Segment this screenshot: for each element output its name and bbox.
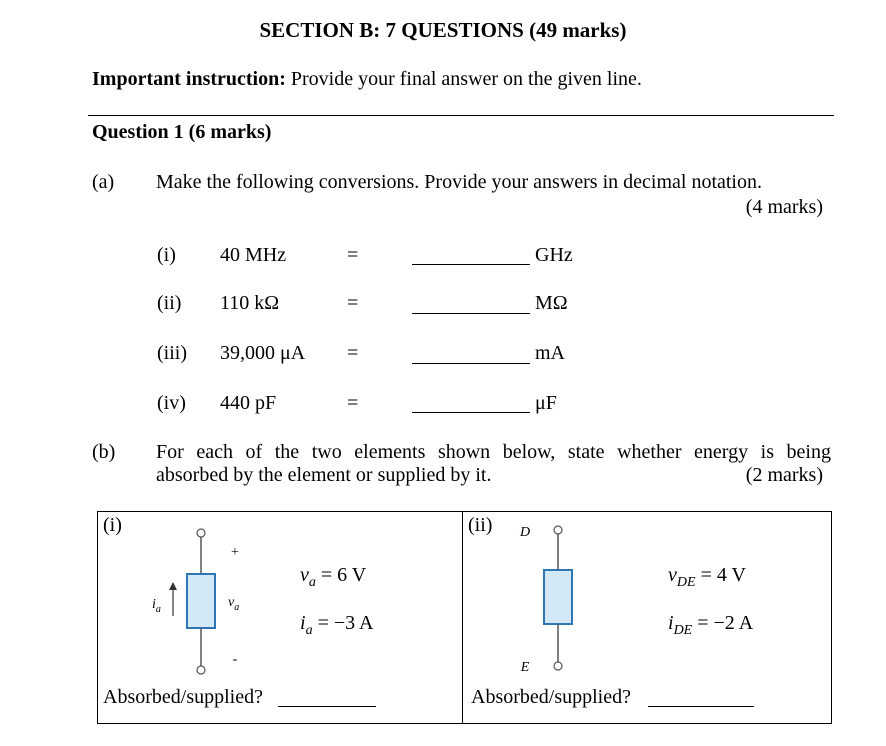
answer-line[interactable] xyxy=(412,363,530,364)
plus-sign: + xyxy=(231,545,239,560)
item-unit: MΩ xyxy=(535,292,568,314)
element-i-label: (i) xyxy=(103,514,122,536)
element-ii-label: (ii) xyxy=(468,514,493,536)
eq-rest: = 4 V xyxy=(695,564,746,586)
part-a-prompt: Make the following conversions. Provide your answers in decimal notation. xyxy=(156,171,762,193)
element-ii-current-eq xyxy=(668,612,753,639)
eq-rest: = −2 A xyxy=(692,612,754,634)
equals-sign: = xyxy=(347,244,359,266)
voltage-subscript: a xyxy=(234,602,240,613)
eq-sub: DE xyxy=(676,575,696,590)
element-i-current-eq xyxy=(300,612,373,639)
eq-sub: a xyxy=(305,623,313,638)
eq-rest: = 6 V xyxy=(315,564,367,586)
part-b-prompt-line2: absorbed by the element or supplied by it. xyxy=(156,464,492,486)
terminal-bottom xyxy=(197,666,205,674)
element-ii-voltage-eq xyxy=(668,564,746,591)
element-i-answer-label: Absorbed/supplied? xyxy=(103,686,263,708)
item-unit: GHz xyxy=(535,244,573,266)
answer-line[interactable] xyxy=(412,264,530,265)
eq-rest: = −3 A xyxy=(312,612,374,634)
equals-sign: = xyxy=(347,392,359,414)
section-title: SECTION B: 7 QUESTIONS (49 marks) xyxy=(259,18,627,42)
answer-line[interactable] xyxy=(648,706,754,707)
part-b-label: (b) xyxy=(92,441,116,463)
current-label xyxy=(152,597,161,615)
element-i-voltage-eq xyxy=(300,564,366,591)
instruction xyxy=(92,68,642,91)
element-i-diagram xyxy=(140,520,260,680)
eq-var: i xyxy=(300,612,306,634)
current-subscript: a xyxy=(155,604,161,615)
item-unit: μF xyxy=(535,392,557,414)
eq-var: i xyxy=(668,612,674,634)
circuit-element xyxy=(187,574,215,628)
node-d-label: D xyxy=(519,525,531,540)
terminal-bottom xyxy=(554,662,562,670)
eq-var: v xyxy=(668,564,677,586)
item-unit: mA xyxy=(535,342,565,364)
equals-sign: = xyxy=(347,342,359,364)
item-value: 40 MHz xyxy=(220,244,287,266)
item-value: 440 pF xyxy=(220,392,277,414)
node-e-label: E xyxy=(520,660,530,675)
instruction-label: Important instruction: xyxy=(92,68,286,90)
question-heading: Question 1 (6 marks) xyxy=(92,121,272,143)
part-b-marks: (2 marks) xyxy=(745,464,823,486)
item-number: (iii) xyxy=(157,342,187,364)
arrow-up-icon xyxy=(169,582,177,590)
circuit-element xyxy=(544,570,572,624)
divider xyxy=(88,115,834,116)
item-number: (ii) xyxy=(157,292,182,314)
eq-var: v xyxy=(300,564,309,586)
answer-line[interactable] xyxy=(412,412,530,413)
eq-sub: DE xyxy=(673,623,693,638)
terminal-top xyxy=(554,526,562,534)
equals-sign: = xyxy=(347,292,359,314)
part-a-label: (a) xyxy=(92,171,115,193)
instruction-text: Provide your final answer on the given line. xyxy=(285,68,642,90)
terminal-top xyxy=(197,529,205,537)
element-ii-answer-label: Absorbed/supplied? xyxy=(471,686,631,708)
item-number: (i) xyxy=(157,244,176,266)
part-a-marks: (4 marks) xyxy=(745,196,823,218)
voltage-symbol: v xyxy=(228,595,235,610)
answer-line[interactable] xyxy=(278,706,376,707)
minus-sign: - xyxy=(232,652,238,667)
answer-line[interactable] xyxy=(412,313,530,314)
item-number: (iv) xyxy=(157,392,186,414)
item-value: 39,000 μA xyxy=(220,342,306,364)
item-value: 110 kΩ xyxy=(220,292,280,314)
voltage-label xyxy=(228,595,239,613)
part-b-prompt-line1: For each of the two elements shown below, state whether energy is being xyxy=(156,441,831,463)
eq-sub: a xyxy=(308,575,316,590)
element-ii-diagram xyxy=(505,514,595,679)
current-symbol: i xyxy=(152,597,156,612)
